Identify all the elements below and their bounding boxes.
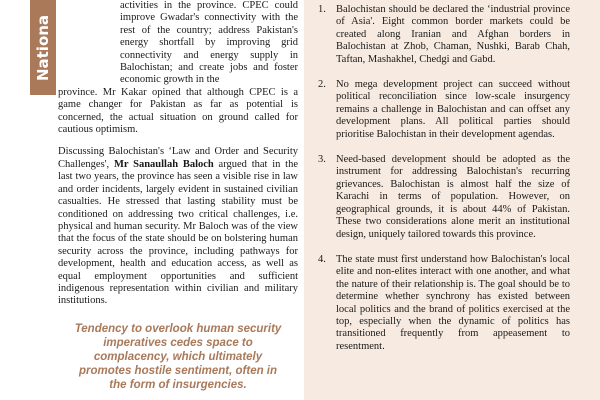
recommendation-item	[318, 79, 600, 141]
recommendation-number: 2.	[318, 79, 326, 91]
recommendation-text: Balochistan should be declared the ‘industrial province of Asia'. Eight common border markets could be created along Iranian and Afghan borders in Balochistan at Zhob, Chaman, Nushki, Barab Chah, Taftan, Mashakhel, Chedgi and Gabd.	[336, 4, 570, 65]
recommendation-text: The state must first understand how Balochistan's local elite and non-elites interact with one another, and what the nature of their relationship is. The goal should be to determine whether synchrony has existed between local politics and the brand of politics exercised at the top, especially when the dynamic of politics has transitioned frequently from appeasement to resentment.	[336, 253, 570, 352]
recommendation-item	[318, 254, 600, 353]
section-tab	[30, 0, 56, 95]
paragraph-2-body: argued that in the last two years, the province has seen a visible rise in law and order incidents, largely evident in sustained civilian casualties. He stressed that lasting stability must be conditioned on addressing two critical challenges, i.e. physical and human security. Mr Baloch was of the view that the focus of the state should be on bolstering human security across the province, including pathways for development, health and education access, as well as equal employment opportunities and sufficient indigenous representation within civilian and military institutions.	[58, 158, 298, 307]
recommendation-item	[318, 4, 600, 66]
paragraph-1-part-2: province. Mr Kakar opined that although CPEC is a game changer for Pakistan as far as potential is concerned, the actual situation on ground called for cautious optimism.	[58, 86, 298, 136]
recommendation-number: 4.	[318, 253, 326, 265]
recommendations-panel	[304, 0, 600, 400]
recommendation-text: Need-based development should be adopted as the instrument for addressing Balochistan's recurring grievances. Balochistan is almost half the size of Karachi in terms of population. However, on geographical grounds, it is about 44% of Pakistan. These two considerations alone merit an institutional design, uniquely tailored towards this province.	[336, 154, 570, 240]
paragraph-1-part-1: activities in the province. CPEC could improve Gwadar's connectivity with the rest of the country; address Pakistan's energy shortfall by improving grid connectivity and energy supply in Balochistan; and create jobs and foster economic growth in the	[120, 0, 298, 86]
speaker-name: Mr Sanaullah Baloch	[113, 158, 214, 170]
recommendation-item	[318, 154, 600, 241]
paragraph-2-intro: Discussing Balochistan's ‘Law and Order and Security Challenges',	[58, 146, 298, 170]
paragraph-2	[58, 146, 298, 307]
left-column	[58, 0, 298, 400]
pull-quote: Tendency to overlook human security imperatives cedes space to complacency, which ultimately promotes hostile sentiment, often in the form of insurgencies.	[74, 322, 282, 391]
recommendations-list	[304, 4, 600, 353]
recommendation-text: No mega development project can succeed without political reconciliation since low-scale insurgency remains a challenge in Balochistan and can offset any development plans. All political parties should prioritise Balochistan in their development agendas.	[336, 79, 570, 140]
section-tab-label: Nationa	[34, 14, 52, 82]
recommendation-number: 1.	[318, 4, 326, 15]
recommendation-number: 3.	[318, 154, 326, 166]
